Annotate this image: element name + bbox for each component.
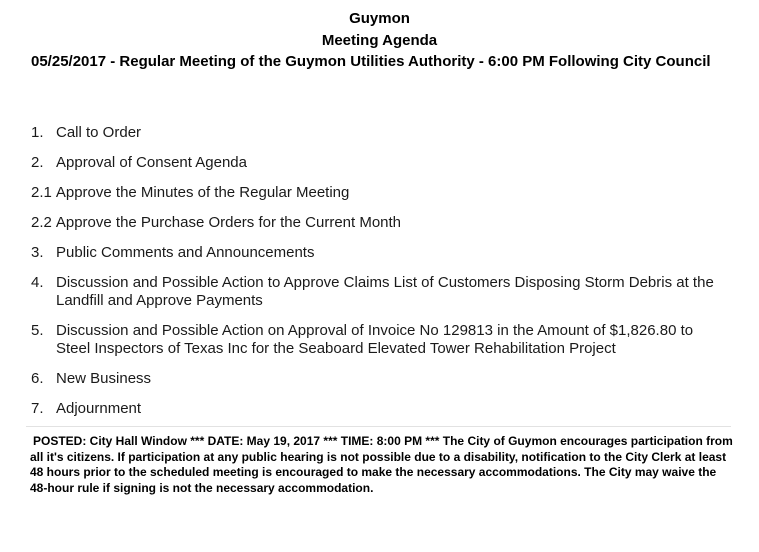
- agenda-item-number: 1.: [31, 124, 44, 141]
- agenda-item-text: Discussion and Possible Action to Approve Claims List of Customers Disposing Storm Debris at the Landfill and Approve Payments: [56, 274, 714, 309]
- meeting-heading: 05/25/2017 - Regular Meeting of the Guymon Utilities Authority - 6:00 PM Following City Council: [31, 53, 711, 70]
- city-name: Guymon: [349, 10, 410, 27]
- page-title: Meeting Agenda: [321, 32, 438, 49]
- agenda-item-number: 6.: [31, 370, 44, 387]
- agenda-list: [31, 124, 731, 418]
- agenda-item-text: Approve the Minutes of the Regular Meeting: [55, 184, 350, 201]
- agenda-item-text: Approve the Purchase Orders for the Current Month: [55, 214, 402, 231]
- agenda-item-number: 2.: [31, 154, 44, 171]
- agenda-item: [31, 184, 731, 202]
- agenda-item: [31, 214, 731, 232]
- agenda-item-number: 7.: [31, 400, 44, 417]
- agenda-item-text: New Business: [56, 370, 152, 387]
- agenda-item-number: 3.: [31, 244, 44, 261]
- agenda-item-text: Public Comments and Announcements: [56, 244, 315, 261]
- agenda-item-number: 2.2: [31, 214, 52, 231]
- agenda-item: [31, 370, 731, 388]
- agenda-item-number: 5.: [31, 322, 44, 339]
- agenda-item-number: 2.1: [31, 184, 52, 201]
- footer-divider: [26, 426, 731, 427]
- agenda-item-text: Call to Order: [56, 124, 142, 141]
- agenda-item: [31, 154, 731, 172]
- posting-notice: POSTED: City Hall Window *** DATE: May 19, 2017 *** TIME: 8:00 PM *** The City of Guymon encourages participation from all it's citizens. If participation at any public hearing is not possible due to a disability, notification to the City Clerk at least 48 hours prior to the scheduled meeting is encouraged to make the necessary accommodations. The City may waive the 48-hour rule if signing is not the necessary accommodation.: [30, 434, 733, 495]
- agenda-item: [31, 322, 731, 358]
- agenda-item-text: Adjournment: [56, 400, 142, 417]
- agenda-item: [31, 124, 731, 142]
- agenda-item-text: Approval of Consent Agenda: [56, 154, 247, 171]
- agenda-item: [31, 244, 731, 262]
- agenda-item-number: 4.: [31, 274, 44, 291]
- agenda-item: [31, 400, 731, 418]
- agenda-item: [31, 274, 731, 310]
- agenda-item-text: Discussion and Possible Action on Approval of Invoice No 129813 in the Amount of $1,826.80 to Steel Inspectors of Texas Inc for the Seaboard Elevated Tower Rehabilitation Project: [56, 322, 694, 357]
